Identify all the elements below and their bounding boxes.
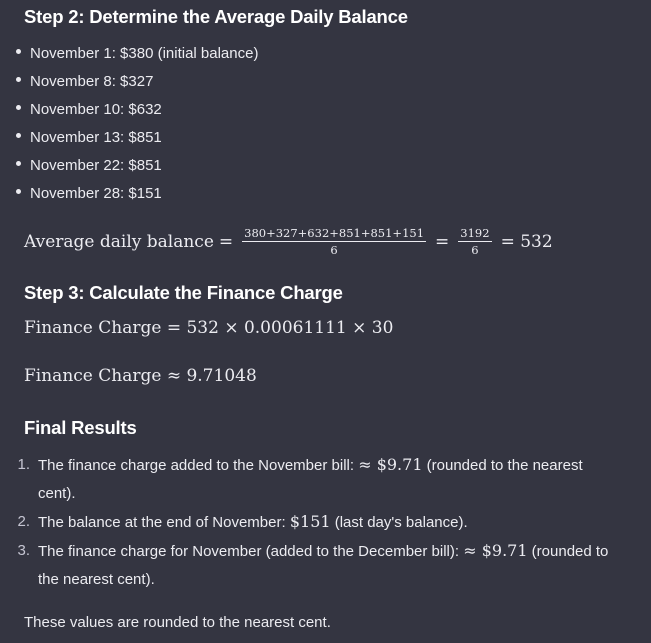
bullet-icon: [16, 49, 21, 54]
list-item: November 8: $327: [16, 68, 258, 96]
total-fraction: $\frac{3192}{6}$: [460, 226, 490, 257]
balance-list: [16, 40, 258, 208]
list-item: November 1: $380 (initial balance): [16, 40, 258, 68]
finance-charge-result: Finance Charge ≈ 9.71048: [24, 366, 257, 386]
list-item: November 22: $851: [16, 152, 258, 180]
list-item: 1. The finance charge added to the November bill: ≈ $9.71 (rounded to the nearest cent).: [17, 455, 583, 502]
finance-charge-formula: Finance Charge = 532 × 0.00061111 × 30: [24, 318, 394, 338]
bullet-icon: [16, 161, 21, 166]
step2-heading: Step 2: Determine the Average Daily Balance: [24, 6, 408, 27]
sum-fraction: $\frac{380+327+632+851+851+151}{6}$: [244, 226, 425, 257]
list-item: 3. The finance charge for November (added to the December bill): ≈ $9.71 (rounded to the nearest cent).: [17, 541, 609, 588]
bullet-icon: [16, 105, 21, 110]
bullet-icon: [16, 133, 21, 138]
step3-heading: Step 3: Calculate the Finance Charge: [24, 282, 343, 303]
list-item: November 28: $151: [16, 180, 258, 208]
bullet-icon: [16, 189, 21, 194]
final-results-heading: Final Results: [24, 417, 137, 438]
list-item: November 13: $851: [16, 124, 258, 152]
average-balance-formula: Average daily balance = $\frac{380+327+632+851+851+151}{6}$ = $\frac{3192}{6}$ = 532: [24, 226, 553, 257]
list-item: November 10: $632: [16, 96, 258, 124]
footer-note: These values are rounded to the nearest cent.: [24, 614, 331, 631]
list-item: 2. The balance at the end of November: $151 (last day's balance).: [17, 512, 468, 531]
bullet-icon: [16, 77, 21, 82]
results-list: [8, 451, 638, 594]
